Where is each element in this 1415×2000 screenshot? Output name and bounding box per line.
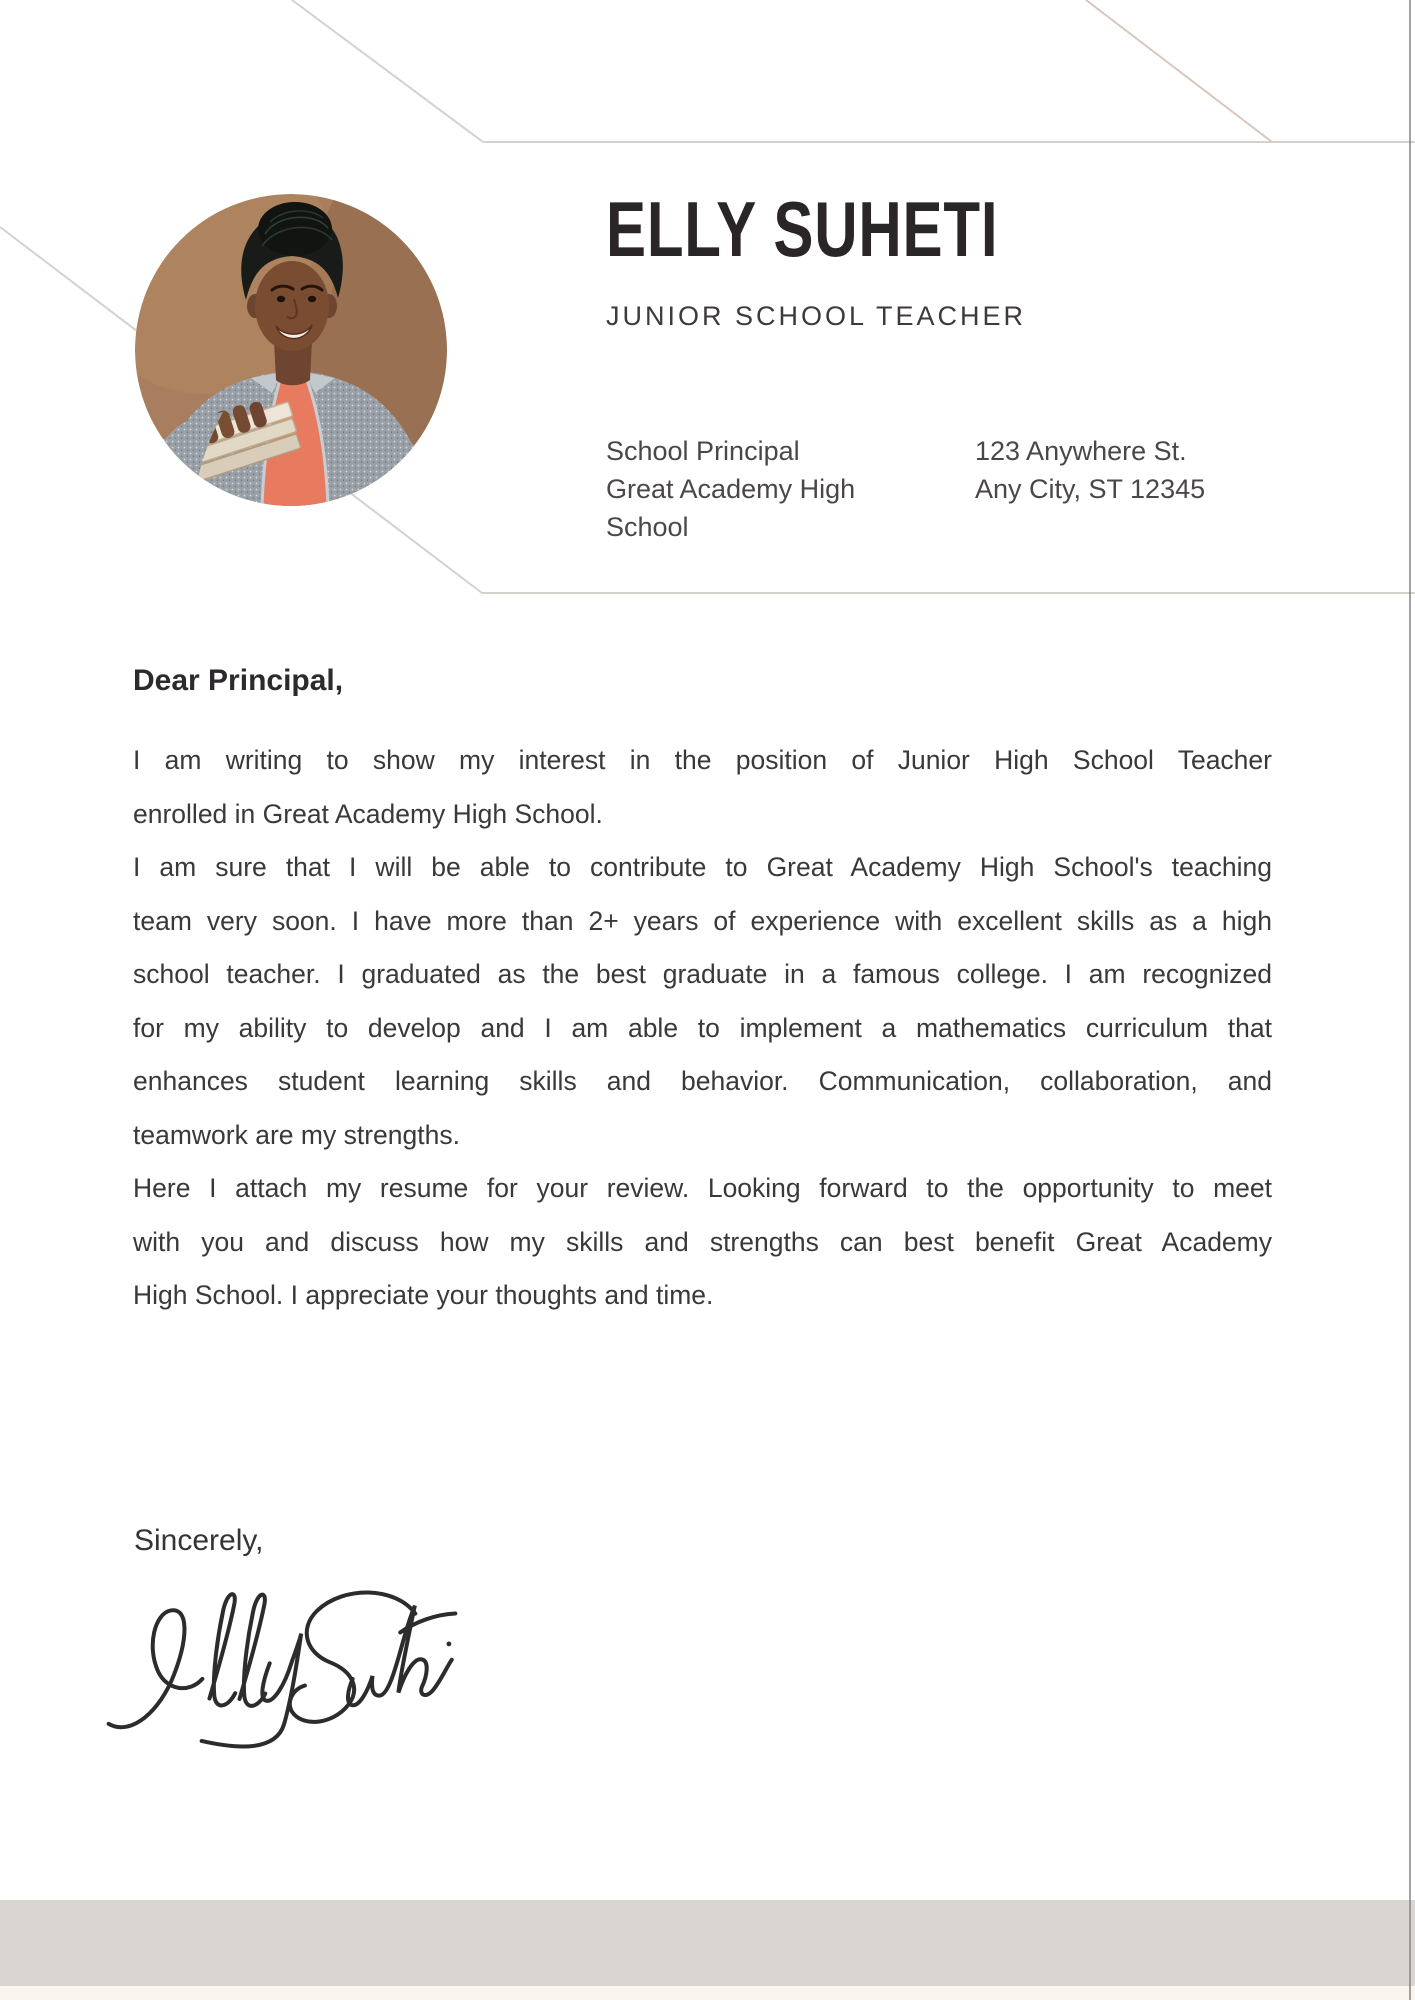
body-line: school teacher. I graduated as the best graduate in a famous college. I am recognized bbox=[133, 959, 1272, 989]
top-right-diagonal-line bbox=[1086, 0, 1272, 142]
footer-strip bbox=[0, 1986, 1415, 2000]
body-line: High School. I appreciate your thoughts and time. bbox=[133, 1280, 714, 1310]
letter-body bbox=[133, 734, 1272, 1323]
salutation: Dear Principal, bbox=[133, 664, 344, 697]
address-block bbox=[975, 432, 1205, 508]
closing: Sincerely, bbox=[134, 1524, 264, 1557]
body-line: I am sure that I will be able to contribute to Great Academy High School's teaching bbox=[133, 852, 1272, 882]
page-edge-line bbox=[1409, 0, 1411, 2000]
signature-stroke bbox=[103, 1609, 205, 1728]
body-line: with you and discuss how my skills and strengths can best benefit Great Academy bbox=[133, 1226, 1272, 1257]
recipient-line: School bbox=[606, 512, 689, 542]
portrait-illustration bbox=[135, 194, 447, 506]
job-title: JUNIOR SCHOOL TEACHER bbox=[606, 301, 1027, 331]
footer-bar bbox=[0, 1900, 1415, 1986]
profile-photo bbox=[135, 194, 447, 506]
body-line: teamwork are my strengths. bbox=[133, 1119, 460, 1150]
recipient-block bbox=[606, 432, 855, 546]
top-left-diagonal-line bbox=[292, 0, 483, 142]
body-line: enrolled in Great Academy High School. bbox=[133, 798, 603, 829]
page-title: ELLY SUHETI bbox=[606, 185, 999, 273]
signature bbox=[95, 1566, 494, 1771]
signature-dot bbox=[446, 1641, 451, 1646]
recipient-line: School Principal bbox=[606, 436, 800, 466]
body-line: for my ability to develop and I am able to implement a mathematics curriculum that bbox=[133, 1012, 1272, 1043]
address-line: Any City, ST 12345 bbox=[975, 474, 1206, 504]
body-line: I am writing to show my interest in the position of Junior High School Teacher bbox=[133, 745, 1272, 775]
body-line: team very soon. I have more than 2+ years of experience with excellent skills as a high bbox=[133, 905, 1272, 936]
signature-stroke bbox=[343, 1604, 454, 1706]
signature-stroke bbox=[204, 1594, 240, 1706]
body-line: enhances student learning skills and behavior. Communication, collaboration, and bbox=[133, 1066, 1272, 1096]
address-line: 123 Anywhere St. bbox=[975, 436, 1187, 466]
recipient-line: Great Academy High bbox=[606, 474, 856, 504]
body-line: Here I attach my resume for your review. Looking forward to the opportunity to meet bbox=[133, 1173, 1272, 1203]
signature-stroke bbox=[234, 1594, 270, 1706]
